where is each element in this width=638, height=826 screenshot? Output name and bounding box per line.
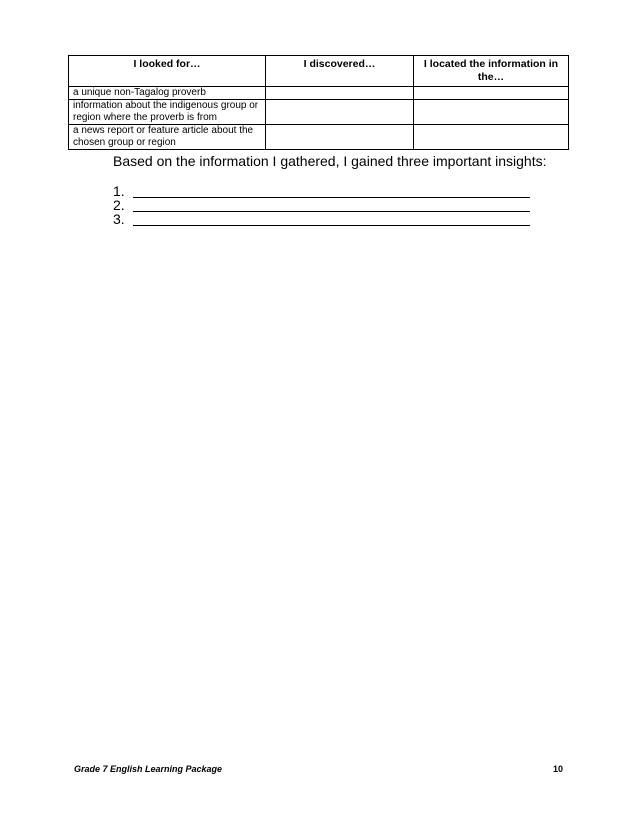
table-row [69, 100, 569, 125]
insight-item [113, 212, 530, 226]
table-header-row [69, 56, 569, 87]
insight-item [113, 184, 530, 198]
insights-intro: Based on the information I gathered, I gained three important insights: [113, 153, 547, 169]
insights-list [113, 184, 530, 226]
insight-answer-line [133, 199, 530, 212]
table-cell: information about the indigenous group or region where the proverb is from [69, 100, 266, 125]
table-cell-empty [266, 100, 414, 125]
header-located: I located the information in the… [414, 56, 569, 87]
table-row [69, 87, 569, 100]
insight-number: 2. [113, 197, 125, 213]
page-number: 10 [552, 764, 563, 774]
research-table [68, 55, 569, 150]
header-discovered: I discovered… [266, 56, 414, 87]
table-row [69, 125, 569, 150]
insight-number: 3. [113, 211, 125, 227]
insight-answer-line [133, 213, 530, 226]
insight-number: 1. [113, 183, 125, 199]
insight-answer-line [133, 185, 530, 198]
table-cell: a news report or feature article about the chosen group or region [69, 125, 266, 150]
header-looked-for: I looked for… [69, 56, 266, 87]
table-cell-empty [266, 87, 414, 100]
table-cell-empty [414, 100, 569, 125]
table-cell-empty [266, 125, 414, 150]
insight-item [113, 198, 530, 212]
footer-title: Grade 7 English Learning Package [74, 764, 223, 774]
table-cell: a unique non-Tagalog proverb [69, 87, 266, 100]
table-cell-empty [414, 87, 569, 100]
table-cell-empty [414, 125, 569, 150]
